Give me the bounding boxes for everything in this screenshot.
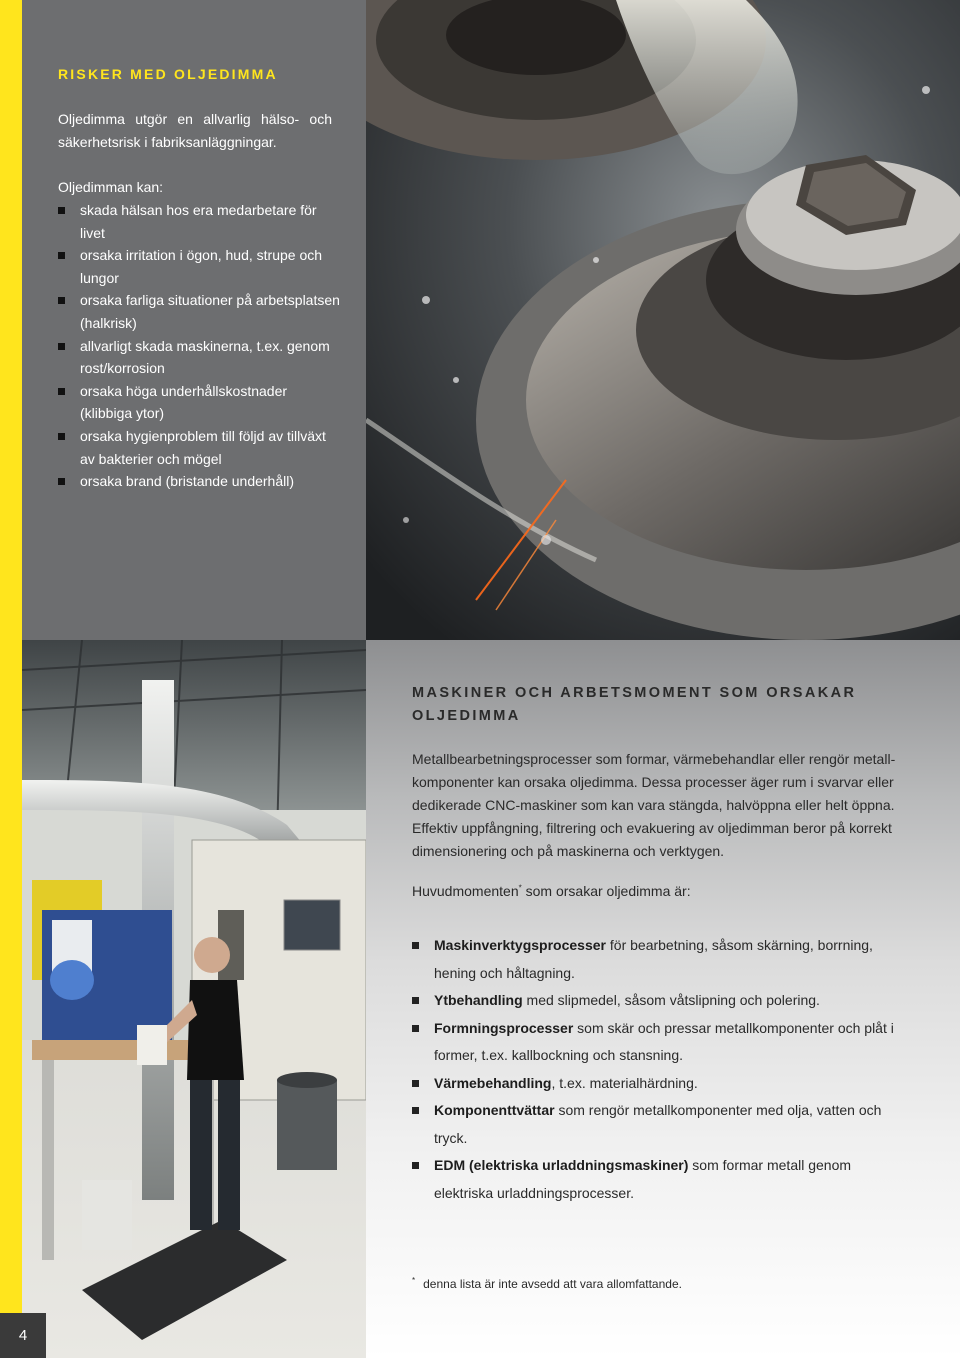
list-item: orsaka brand (bristande underhåll) bbox=[58, 470, 343, 493]
list-item: orsaka hygienproblem till följd av tillväxt av bakterier och mögel bbox=[58, 425, 343, 470]
machines-panel bbox=[366, 640, 960, 1358]
bullet-square-icon bbox=[58, 388, 65, 395]
workshop-image bbox=[22, 640, 366, 1358]
bullet-square-icon bbox=[412, 997, 419, 1004]
risks-intro: Oljedimma utgör en allvarlig hälso- och säkerhetsrisk i fabriksanläggningar. bbox=[58, 111, 332, 150]
machines-lead: Huvudmomenten* som orsakar oljedimma är: bbox=[412, 883, 691, 899]
yellow-edge-bar bbox=[0, 0, 22, 1358]
machines-list bbox=[412, 932, 912, 1207]
machines-body: Metallbearbetningsprocesser som formar, värmebehandlar eller rengör metallkomponenter kan orsaka oljedimma. Dessa processer äger rum i svarvar eller dedikerade CNC-maskiner som kan vara stängda, halvöppna eller helt öppna. Effektiv uppfångning, filtrering och evakuering av oljedimman beror på korrekt dimensionering och på maskinerna och verktygen. bbox=[412, 751, 896, 859]
bullet-square-icon bbox=[58, 433, 65, 440]
bullet-square-icon bbox=[412, 1162, 419, 1169]
bullet-square-icon bbox=[58, 207, 65, 214]
list-item: Värmebehandling, t.ex. materialhärdning. bbox=[412, 1070, 912, 1098]
grinding-machine-image bbox=[366, 0, 960, 640]
list-item: orsaka farliga situationer på arbetsplatsen (halkrisk) bbox=[58, 289, 343, 334]
list-item: allvarligt skada maskinerna, t.ex. genom rost/korrosion bbox=[58, 335, 343, 380]
grinding-machine-photo bbox=[366, 0, 960, 640]
bullet-square-icon bbox=[412, 1107, 419, 1114]
bullet-square-icon bbox=[58, 343, 65, 350]
list-item: orsaka höga underhållskostnader (klibbiga ytor) bbox=[58, 380, 343, 425]
bullet-square-icon bbox=[412, 1025, 419, 1032]
list-item: skada hälsan hos era medarbetare för livet bbox=[58, 199, 343, 244]
list-item: Komponenttvättar som rengör metallkomponenter med olja, vatten och tryck. bbox=[412, 1097, 912, 1152]
bullet-square-icon bbox=[58, 478, 65, 485]
machines-heading: MASKINER OCH ARBETSMOMENT SOM ORSAKAR OLJEDIMMA bbox=[412, 685, 857, 724]
workshop-photo bbox=[22, 640, 366, 1358]
list-item: Maskinverktygsprocesser för bearbetning, såsom skärning, borrning, hening och håltagning. bbox=[412, 932, 912, 987]
risks-heading: RISKER MED OLJEDIMMA bbox=[58, 66, 278, 82]
footnote: * denna lista är inte avsedd att vara allomfattande. bbox=[412, 1276, 682, 1291]
risks-lead: Oljedimman kan: bbox=[58, 179, 164, 195]
list-item: EDM (elektriska urladdningsmaskiner) som formar metall genom elektriska urladdningsprocesser. bbox=[412, 1152, 912, 1207]
risks-list bbox=[58, 199, 343, 493]
list-item: Ytbehandling med slipmedel, såsom våtslipning och polering. bbox=[412, 987, 912, 1015]
page-number: 4 bbox=[0, 1313, 46, 1358]
list-item: Formningsprocesser som skär och pressar metallkomponenter och plåt i former, t.ex. kallbockning och stansning. bbox=[412, 1015, 912, 1070]
bullet-square-icon bbox=[412, 942, 419, 949]
footnote-marker: * bbox=[518, 883, 522, 893]
bullet-square-icon bbox=[58, 252, 65, 259]
list-item: orsaka irritation i ögon, hud, strupe och lungor bbox=[58, 244, 343, 289]
bullet-square-icon bbox=[412, 1080, 419, 1087]
risks-panel bbox=[22, 0, 366, 640]
bullet-square-icon bbox=[58, 297, 65, 304]
